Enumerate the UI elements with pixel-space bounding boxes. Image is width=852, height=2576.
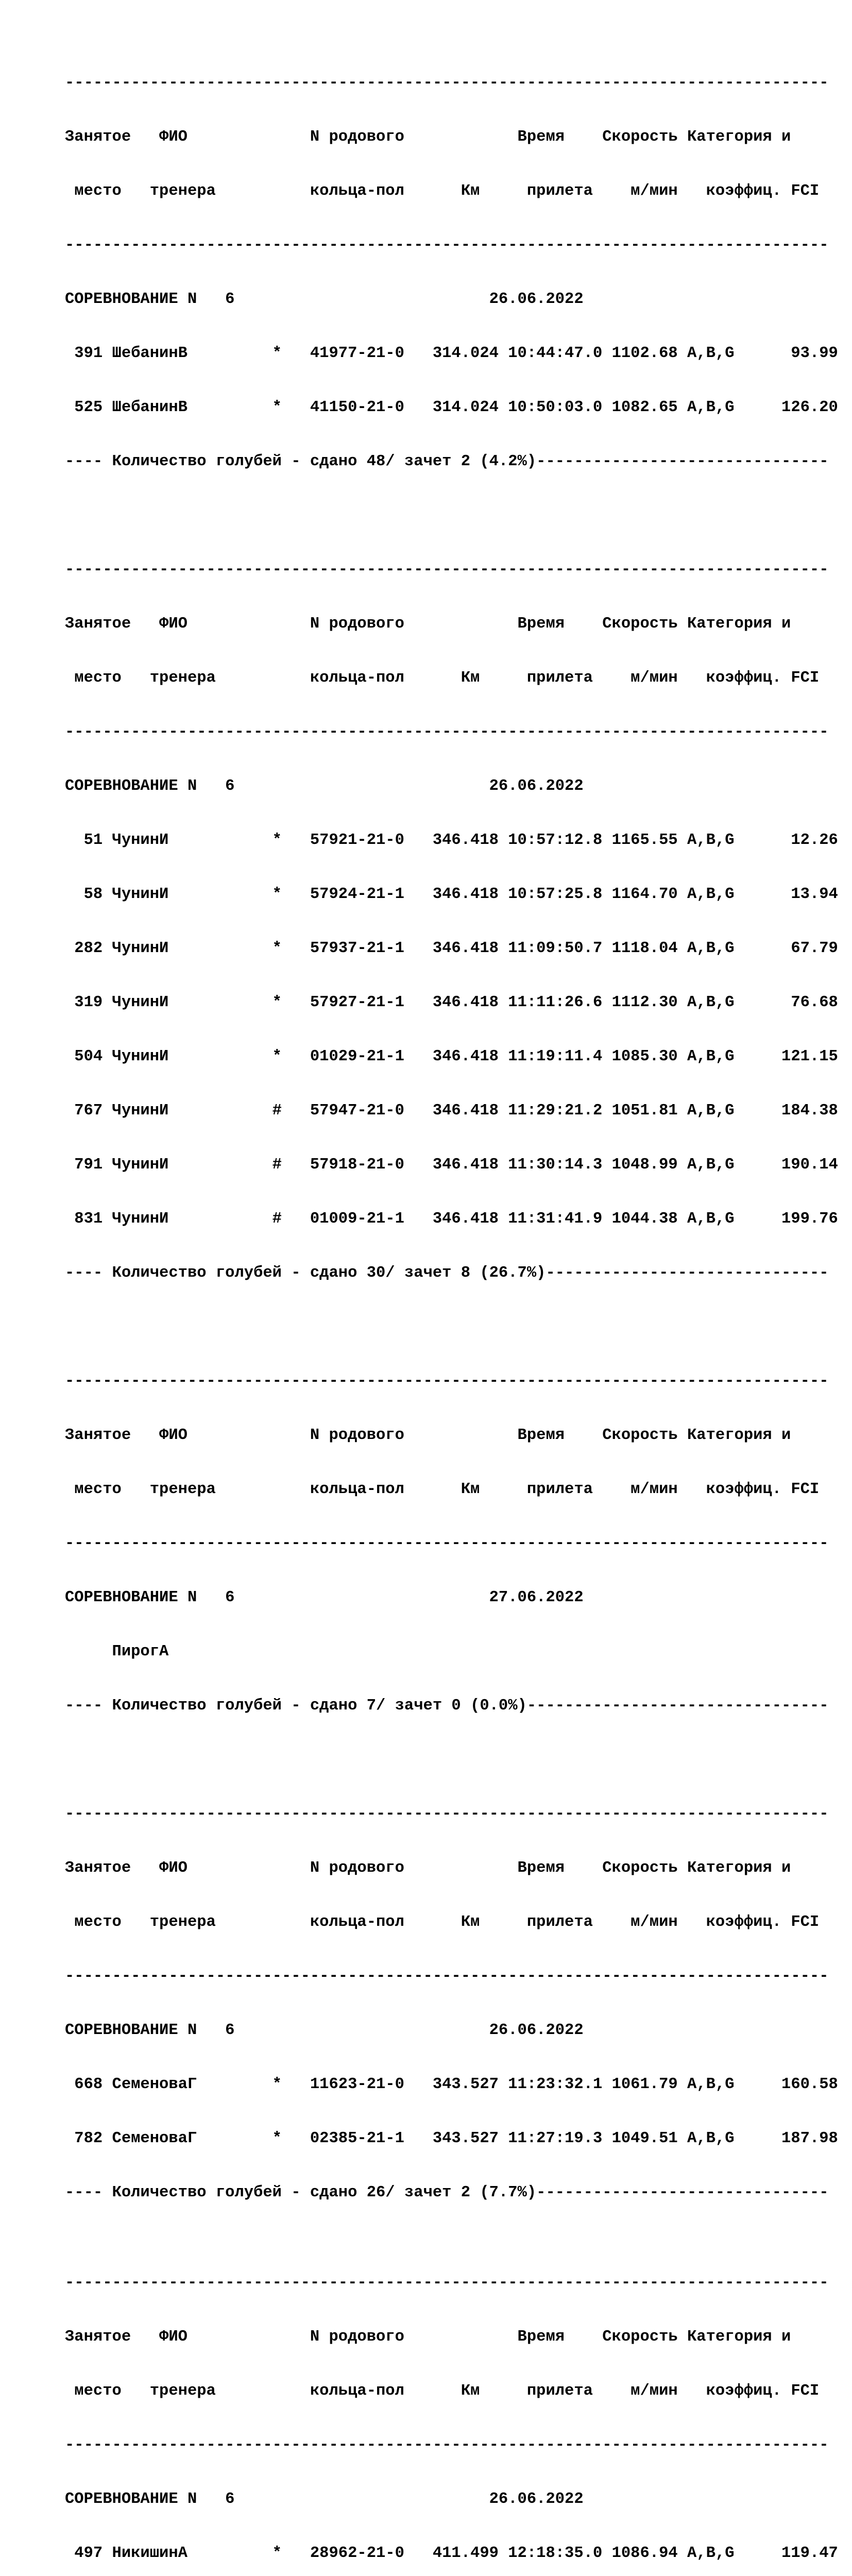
competition-title: СОРЕВНОВАНИЕ N 6 26.06.2022 (65, 2490, 584, 2508)
column-header-row-2: место тренера кольца-пол Км прилета м/мин коэффиц. FCI (65, 1913, 820, 1931)
separator-line: --------------------------------------------------------------------------------- (65, 1968, 829, 1985)
separator-line: --------------------------------------------------------------------------------- (65, 236, 829, 254)
results-block (65, 1336, 843, 1751)
results-block (65, 2238, 843, 2576)
competition-title: СОРЕВНОВАНИЕ N 6 27.06.2022 (65, 1589, 584, 1606)
column-header-row-1: Занятое ФИО N родового Время Скорость Категория и (65, 1427, 791, 1444)
summary-line: ---- Количество голубей - сдано 7/ зачет 0 (0.0%)-------------------------------- (65, 1697, 829, 1715)
column-header-row-2: место тренера кольца-пол Км прилета м/мин коэффиц. FCI (65, 669, 820, 687)
result-row: 504 ЧунинИ * 01029-21-1 346.418 11:19:11.4 1085.30 A,B,G 121.15 (65, 1048, 838, 1065)
result-row: 58 ЧунинИ * 57924-21-1 346.418 10:57:25.8 1164.70 A,B,G 13.94 (65, 886, 838, 903)
competition-title: СОРЕВНОВАНИЕ N 6 26.06.2022 (65, 2022, 584, 2039)
separator-line: --------------------------------------------------------------------------------- (65, 561, 829, 579)
separator-line: --------------------------------------------------------------------------------- (65, 1535, 829, 1552)
result-row: 668 СеменоваГ * 11623-21-0 343.527 11:23:32.1 1061.79 A,B,G 160.58 (65, 2076, 838, 2093)
result-row: 791 ЧунинИ # 57918-21-0 346.418 11:30:14.3 1048.99 A,B,G 190.14 (65, 1156, 838, 1174)
summary-line: ---- Количество голубей - сдано 26/ зачет 2 (7.7%)------------------------------- (65, 2184, 829, 2201)
separator-line: --------------------------------------------------------------------------------- (65, 1805, 829, 1823)
column-header-row-1: Занятое ФИО N родового Время Скорость Категория и (65, 2328, 791, 2346)
trainer-name-row: ПирогА (65, 1643, 169, 1660)
result-row: 831 ЧунинИ # 01009-21-1 346.418 11:31:41.9 1044.38 A,B,G 199.76 (65, 1210, 838, 1228)
separator-line: --------------------------------------------------------------------------------- (65, 2436, 829, 2454)
separator-line: --------------------------------------------------------------------------------- (65, 723, 829, 741)
column-header-row-1: Занятое ФИО N родового Время Скорость Категория и (65, 615, 791, 633)
result-row: 319 ЧунинИ * 57927-21-1 346.418 11:11:26.6 1112.30 A,B,G 76.68 (65, 994, 838, 1011)
results-block (65, 525, 843, 1318)
results-block (65, 1769, 843, 2238)
result-row: 282 ЧунинИ * 57937-21-1 346.418 11:09:50.7 1118.04 A,B,G 67.79 (65, 940, 838, 957)
column-header-row-2: место тренера кольца-пол Км прилета м/мин коэффиц. FCI (65, 182, 820, 200)
column-header-row-1: Занятое ФИО N родового Время Скорость Категория и (65, 1859, 791, 1877)
result-row: 767 ЧунинИ # 57947-21-0 346.418 11:29:21.2 1051.81 A,B,G 184.38 (65, 1102, 838, 1120)
column-header-row-2: место тренера кольца-пол Км прилета м/мин коэффиц. FCI (65, 1481, 820, 1498)
summary-line: ---- Количество голубей - сдано 30/ зачет 8 (26.7%)------------------------------ (65, 1264, 829, 1282)
result-row: 782 СеменоваГ * 02385-21-1 343.527 11:27:19.3 1049.51 A,B,G 187.98 (65, 2130, 838, 2147)
result-row: 391 ШебанинВ * 41977-21-0 314.024 10:44:47.0 1102.68 A,B,G 93.99 (65, 345, 838, 362)
result-row: 51 ЧунинИ * 57921-21-0 346.418 10:57:12.8 1165.55 A,B,G 12.26 (65, 832, 838, 849)
competition-title: СОРЕВНОВАНИЕ N 6 26.06.2022 (65, 291, 584, 308)
competition-title: СОРЕВНОВАНИЕ N 6 26.06.2022 (65, 777, 584, 795)
separator-line: --------------------------------------------------------------------------------- (65, 1372, 829, 1390)
separator-line: --------------------------------------------------------------------------------- (65, 2274, 829, 2292)
race-results-report (65, 38, 843, 2576)
summary-line: ---- Количество голубей - сдано 48/ зачет 2 (4.2%)------------------------------- (65, 453, 829, 470)
result-row: 525 ШебанинВ * 41150-21-0 314.024 10:50:03.0 1082.65 A,B,G 126.20 (65, 399, 838, 416)
results-block (65, 38, 843, 507)
column-header-row-2: место тренера кольца-пол Км прилета м/мин коэффиц. FCI (65, 2382, 820, 2400)
column-header-row-1: Занятое ФИО N родового Время Скорость Категория и (65, 128, 791, 146)
separator-line: --------------------------------------------------------------------------------- (65, 74, 829, 92)
result-row: 497 НикишинА * 28962-21-0 411.499 12:18:35.0 1086.94 A,B,G 119.47 (65, 2545, 838, 2562)
